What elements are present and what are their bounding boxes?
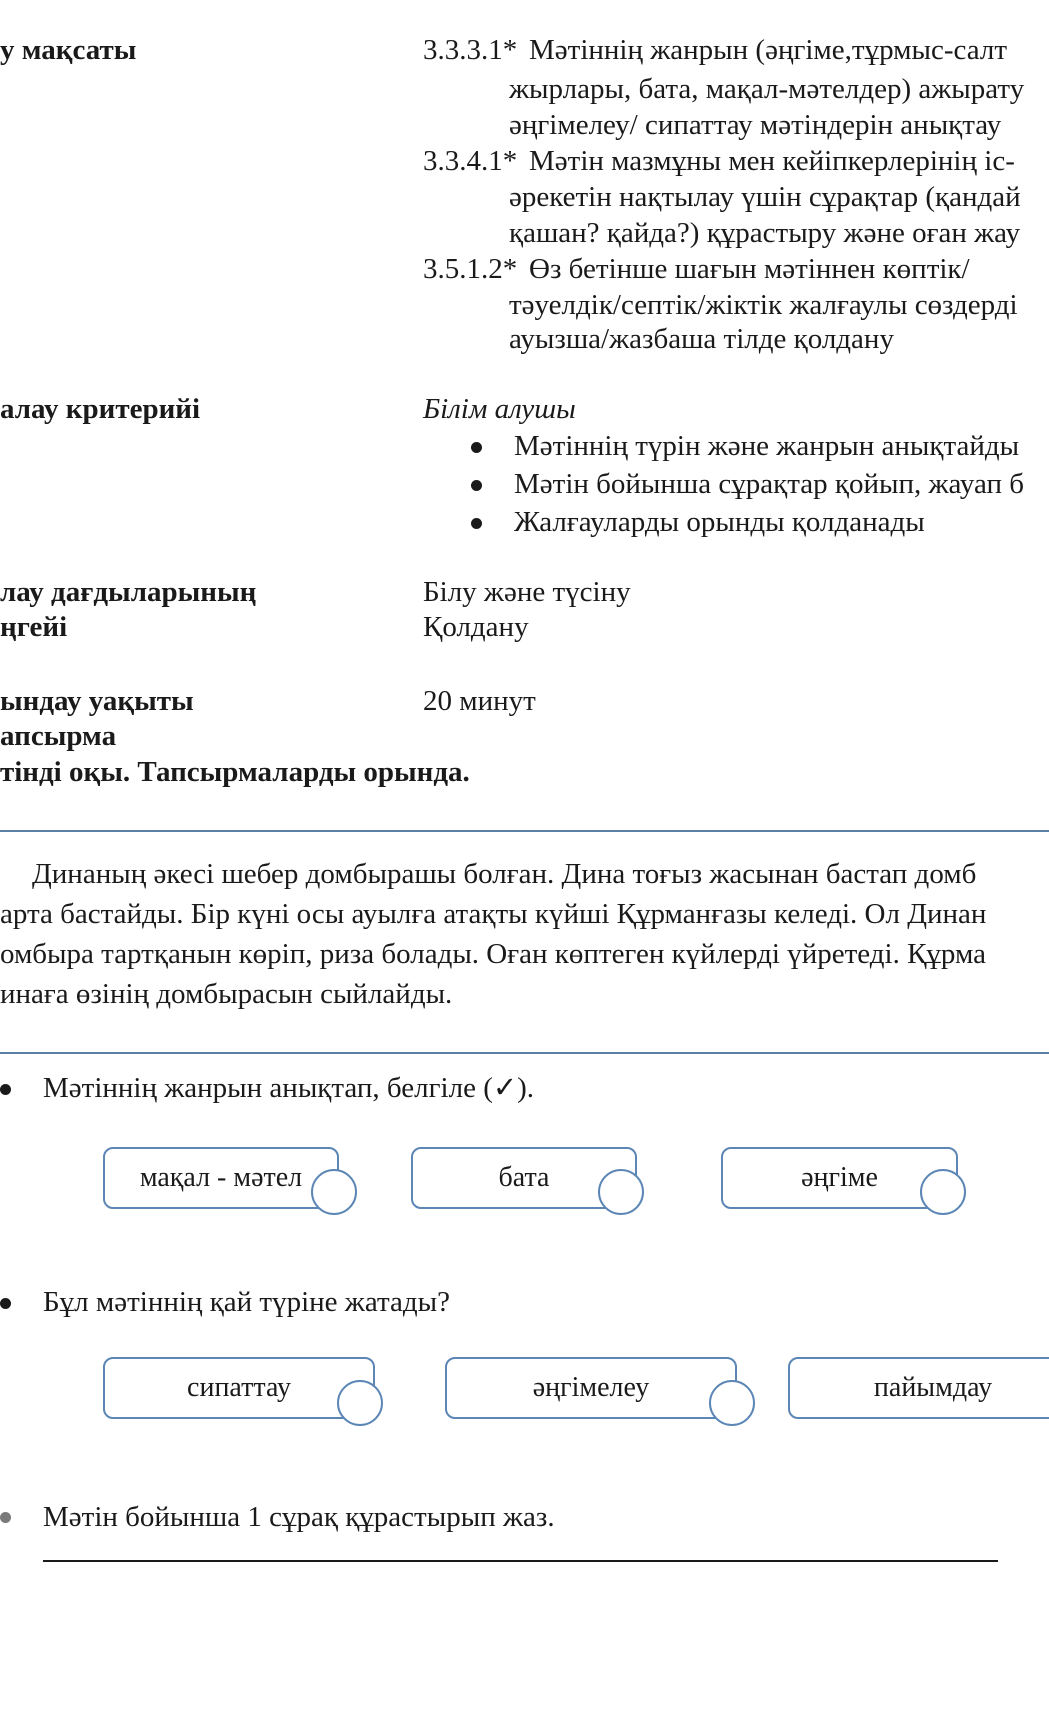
question-2: Бұл мәтіннің қай түріне жатады?: [43, 1286, 450, 1318]
bullet-icon: [471, 480, 482, 491]
criteria-label: алау критерийі: [0, 393, 201, 425]
goal-line: әрекетін нақтылау үшін сұрақтар (қандай: [509, 181, 1021, 213]
option-makal-matel[interactable]: мақал - мәтел: [103, 1147, 339, 1209]
goal-line: жырлары, бата, мақал-мәтелдер) ажырату: [509, 73, 1025, 105]
criteria-item: Мәтіннің түрін және жанрын анықтайды: [514, 430, 1020, 462]
goal-code: 3.5.1.2*: [423, 253, 518, 285]
option-angime[interactable]: әңгіме: [721, 1147, 958, 1209]
question-3: Мәтін бойынша 1 сұрақ құрастырып жаз.: [43, 1501, 555, 1533]
divider: [0, 1052, 1049, 1054]
criteria-item: Мәтін бойынша сұрақтар қойып, жауап б: [514, 468, 1025, 500]
skills-value: Білу және түсіну: [423, 576, 631, 608]
goal-line: Мәтіннің жанрын (әңгіме,тұрмыс-салт: [529, 34, 1008, 66]
divider: [0, 830, 1049, 832]
passage-line: инаға өзінің домбырасын сыйлайды.: [0, 978, 453, 1010]
option-sipattau[interactable]: сипаттау: [103, 1357, 375, 1419]
goal-line: әңгімелеу/ сипаттау мәтіндерін анықтау: [509, 109, 1002, 141]
checkbox-circle-icon[interactable]: [598, 1169, 644, 1215]
task-instruction: тінді оқы. Тапсырмаларды орында.: [0, 756, 470, 788]
answer-line[interactable]: [43, 1560, 998, 1562]
goal-line: Мәтін мазмұны мен кейіпкерлерінің іс-: [529, 145, 1015, 177]
goal-label: у мақсаты: [0, 34, 137, 66]
goal-code: 3.3.3.1*: [423, 34, 518, 66]
passage-line: арта бастайды. Бір күні осы ауылға атақты күйші Құрманғазы келеді. Ол Динан: [0, 898, 987, 930]
skills-value: Қолдану: [423, 611, 529, 643]
checkbox-circle-icon[interactable]: [337, 1380, 383, 1426]
goal-line: Өз бетінше шағын мәтіннен көптік/: [529, 253, 970, 285]
time-value: 20 минут: [423, 685, 536, 717]
bullet-icon: [0, 1084, 11, 1095]
skills-label: лау дағдыларының: [0, 576, 257, 608]
goal-line: қашан? қайда?) құрастыру және оған жау: [509, 217, 1021, 249]
option-bata[interactable]: бата: [411, 1147, 637, 1209]
bullet-icon: [0, 1512, 11, 1523]
passage-line: омбыра тартқанын көріп, риза болады. Оған көптеген күйлерді үйретеді. Құрма: [0, 938, 987, 970]
goal-line: ауызша/жазбаша тілде қолдану: [509, 323, 894, 355]
question-1: Мәтіннің жанрын анықтап, белгіле (✓).: [43, 1072, 535, 1104]
checkbox-circle-icon[interactable]: [709, 1380, 755, 1426]
bullet-icon: [471, 442, 482, 453]
goal-code: 3.3.4.1*: [423, 145, 518, 177]
skills-label: ңгейі: [0, 611, 68, 643]
passage-line: Динаның әкесі шебер домбырашы болған. Дина тоғыз жасынан бастап домб: [32, 858, 977, 890]
criteria-intro: Білім алушы: [423, 393, 576, 425]
time-label: ындау уақыты: [0, 685, 194, 717]
task-label: апсырма: [0, 720, 117, 752]
checkbox-circle-icon[interactable]: [311, 1169, 357, 1215]
bullet-icon: [0, 1298, 11, 1309]
goal-line: тәуелдік/септік/жіктік жалғаулы сөздерді: [509, 289, 1018, 321]
option-angimeleu[interactable]: әңгімелеу: [445, 1357, 737, 1419]
checkbox-circle-icon[interactable]: [920, 1169, 966, 1215]
bullet-icon: [471, 518, 482, 529]
criteria-item: Жалғауларды орынды қолданады: [514, 506, 925, 538]
option-paiymdau[interactable]: пайымдау: [788, 1357, 1049, 1419]
